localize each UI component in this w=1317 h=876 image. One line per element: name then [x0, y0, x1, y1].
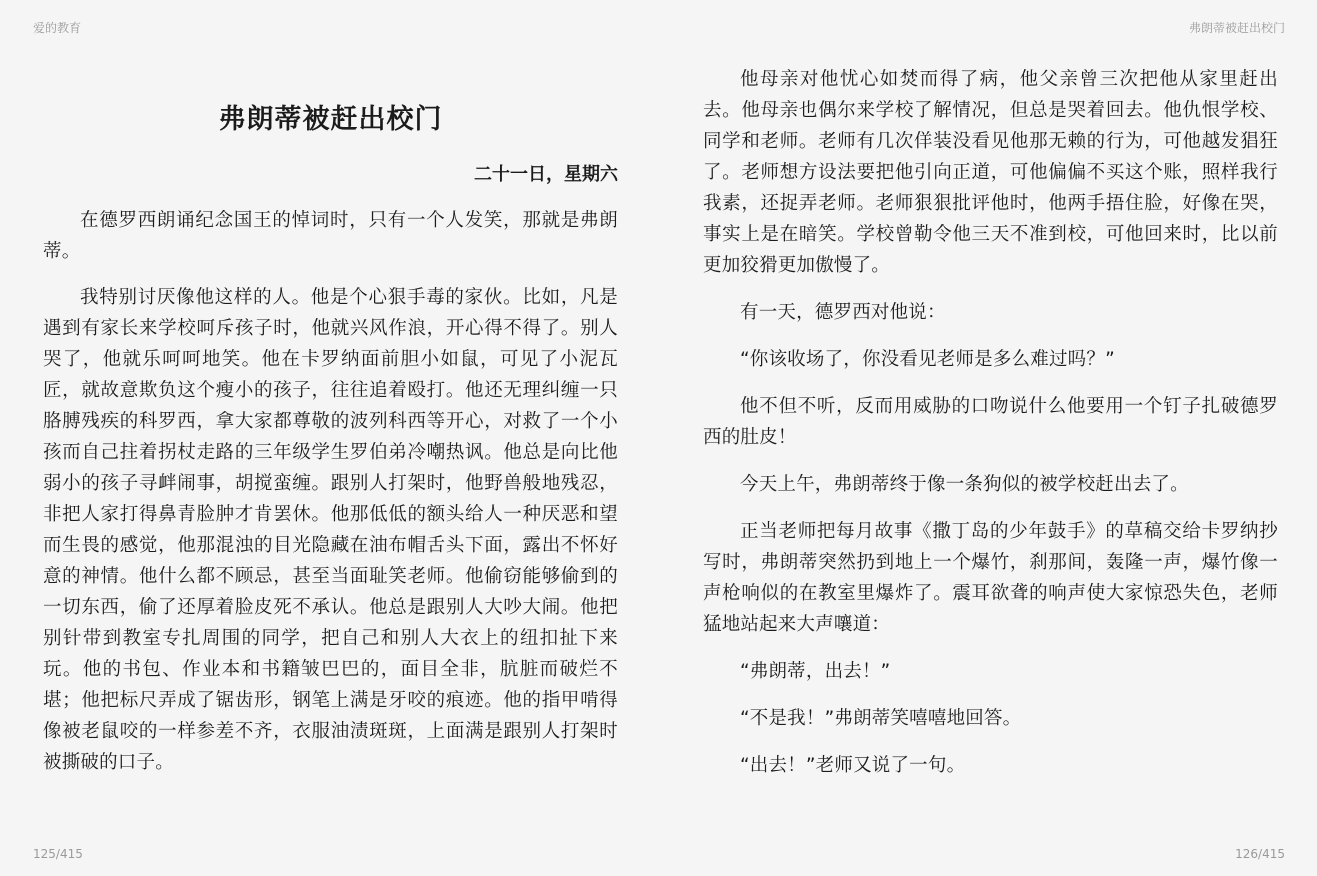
- chapter-title: 弗朗蒂被赶出校门: [218, 104, 443, 135]
- paragraph: 今天上午，弗朗蒂终于像一条狗似的被学校赶出去了。: [740, 474, 1189, 495]
- paragraph: 正当老师把每月故事《撒丁岛的少年鼓手》的草稿交给卡罗纳抄写时，弗朗蒂突然扔到地上一个爆竹，刹那间，轰隆一声，爆竹像一声枪响似的在教室里爆炸了。震耳欲聋的响声使大家惊恐失色，老师猛地站起来大声嚷道：: [703, 521, 1278, 635]
- right-page[interactable]: [703, 64, 1278, 781]
- paragraph: 我特别讨厌像他这样的人。他是个心狠手毒的家伙。比如，凡是遇到有家长来学校呵斥孩子时，他就兴风作浪，开心得不得了。别人哭了，他就乐呵呵地笑。他在卡罗纳面前胆小如鼠，可见了小泥瓦匠，就故意欺负这个瘦小的孩子，往往追着殴打。他还无理纠缠一只胳膊残疾的科罗西，拿大家都尊敬的波列科西等开心，对救了一个小孩而自己拄着拐杖走路的三年级学生罗伯弟冷嘲热讽。他总是向比他弱小的孩子寻衅闹事，胡搅蛮缠。跟别人打架时，他野兽般地残忍，非把人家打得鼻青脸肿才肯罢休。他那低低的额头给人一种厌恶和望而生畏的感觉，他那混浊的目光隐藏在油布帽舌头下面，露出不怀好意的神情。他什么都不顾忌，甚至当面耻笑老师。他偷窃能够偷到的一切东西，偷了还厚着脸皮死不承认。他总是跟别人大吵大闹。他把别针带到教室专扎周围的同学，把自己和别人大衣上的纽扣扯下来玩。他的书包、作业本和书籍皱巴巴的，面目全非，肮脏而破烂不堪；他把标尺弄成了锯齿形，钢笔上满是牙咬的痕迹。他的指甲啃得像被老鼠咬的一样参差不齐，衣服油渍斑斑，上面满是跟别人打架时被撕破的口子。: [43, 287, 618, 773]
- diary-date: 二十一日，星期六: [474, 164, 618, 185]
- paragraph: 他不但不听，反而用威胁的口吻说什么他要用一个钉子扎破德罗西的肚皮！: [703, 396, 1278, 448]
- left-page[interactable]: [43, 60, 618, 778]
- book-title: 爱的教育: [33, 21, 82, 35]
- paragraph: 有一天，德罗西对他说：: [740, 302, 946, 323]
- paragraph: “不是我！”弗朗蒂笑嘻嘻地回答。: [740, 708, 1022, 729]
- page-number-right: 126/415: [1235, 847, 1285, 861]
- paragraph: 在德罗西朗诵纪念国王的悼词时，只有一个人发笑，那就是弗朗蒂。: [43, 210, 618, 262]
- paragraph: “弗朗蒂，出去！”: [740, 661, 891, 682]
- paragraph: “你该收场了，你没看见老师是多么难过吗？”: [740, 349, 1115, 370]
- paragraph: “出去！”老师又说了一句。: [740, 755, 966, 776]
- paragraph: 他母亲对他忧心如焚而得了病，他父亲曾三次把他从家里赶出去。他母亲也偶尔来学校了解情况，但总是哭着回去。他仇恨学校、同学和老师。老师有几次佯装没看见他那无赖的行为，可他越发猖狂了。老师想方设法要把他引向正道，可他偏偏不买这个账，照样我行我素，还捉弄老师。老师狠狠批评他时，他两手捂住脸，好像在哭，事实上是在暗笑。学校曾勒令他三天不准到校，可他回来时，比以前更加狡猾更加傲慢了。: [703, 69, 1278, 276]
- page-number-left: 125/415: [33, 847, 83, 861]
- running-chapter-title: 弗朗蒂被赶出校门: [1188, 21, 1285, 35]
